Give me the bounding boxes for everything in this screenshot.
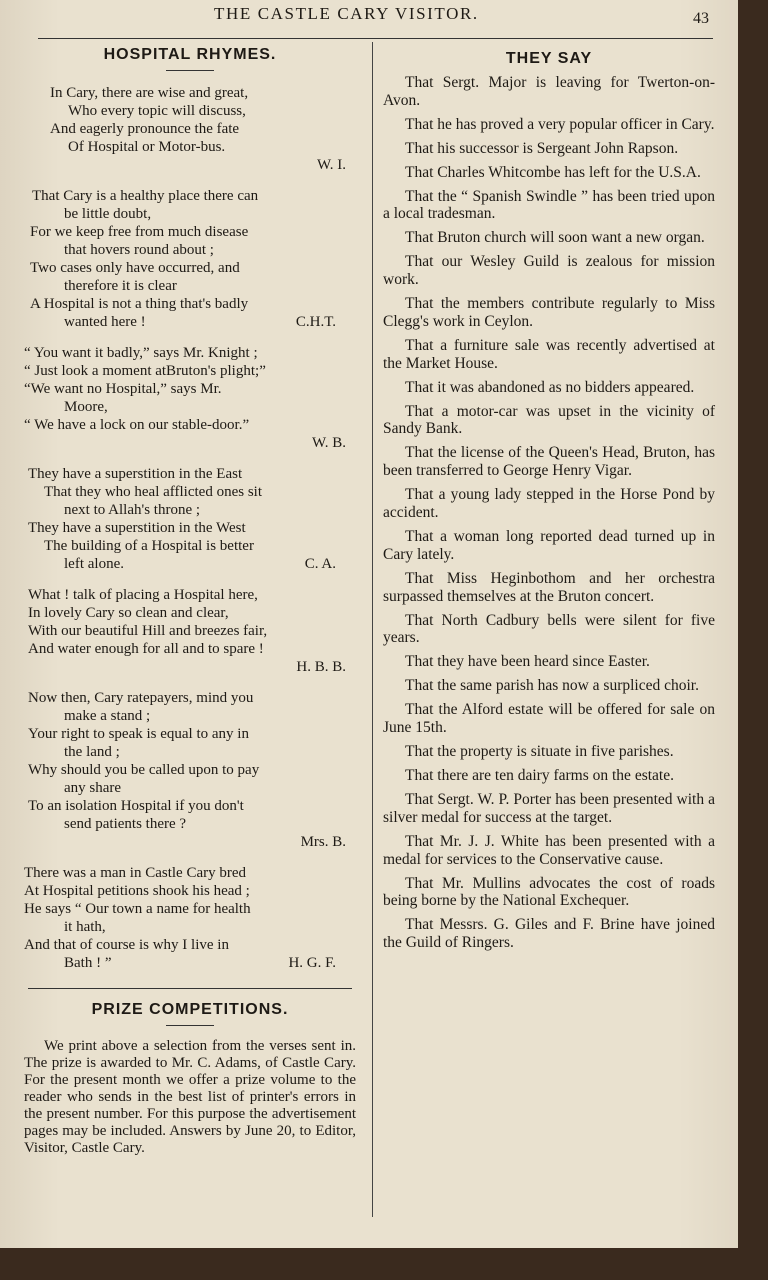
they-say-list (383, 74, 715, 952)
verse-line: And eagerly pronounce the fate (50, 121, 240, 137)
verse-signature: W. I. (316, 157, 346, 173)
verse-signature: C. A. (304, 556, 336, 572)
they-say-item: That a woman long reported dead turned up in Cary lately. (383, 527, 715, 563)
verse-line: For we keep free from much disease (30, 224, 249, 240)
verse-last-line (24, 555, 356, 573)
hospital-rhymes-title: HOSPITAL RHYMES. (103, 46, 277, 63)
they-say-item: That North Cadbury bells were silent for five years. (383, 611, 715, 647)
prize-paragraph: We print above a selection from the verses sent in. The prize is awarded to Mr. C. Adams, of Castle Cary. For the present month we offer a prize volume to the reader who sends in the best list of printer's errors in the present number. For this purpose the advertisement pages may be included. Answers by June 20, to Editor, Visitor, Castle Cary. (24, 1038, 356, 1156)
verse-signature: Mrs. B. (300, 834, 346, 850)
verse-line: Two cases only have occurred, and (30, 260, 240, 276)
verse-line: Your right to speak is equal to any in (28, 726, 249, 742)
verse-line: Bath ! ” (64, 955, 112, 971)
left-column (24, 46, 356, 1172)
verse-line: They have a superstition in the West (28, 520, 246, 536)
verse-line: the land ; (64, 744, 120, 760)
verse-line: What ! talk of placing a Hospital here, (28, 587, 258, 603)
prize-competitions-title: PRIZE COMPETITIONS. (91, 1001, 289, 1018)
verse-line: A Hospital is not a thing that's badly (30, 296, 249, 312)
verse-line: wanted here ! (64, 314, 146, 330)
section-rule (28, 988, 352, 989)
column-divider (372, 42, 373, 1217)
verse-line: That they who heal afflicted ones sit (44, 484, 262, 500)
verse (24, 689, 356, 851)
they-say-item: That the property is situate in five parishes. (405, 743, 674, 761)
title-rule (166, 70, 214, 71)
page-header (0, 2, 738, 28)
right-column (383, 50, 715, 958)
verse (24, 84, 356, 174)
they-say-item: That the Alford estate will be offered for sale on June 15th. (383, 701, 715, 737)
verse-line: Who every topic will discuss, (68, 103, 246, 119)
verse-line: To an isolation Hospital if you don't (28, 798, 244, 814)
verse-line: “ You want it badly,” says Mr. Knight ; (24, 345, 258, 361)
masthead: THE CASTLE CARY VISITOR. (214, 4, 479, 23)
they-say-item: That Mr. Mullins advocates the cost of roads being borne by the National Exchequer. (383, 874, 715, 910)
verse-line: it hath, (64, 919, 106, 935)
verse-line: Why should you be called upon to pay (28, 762, 260, 778)
verse-signature: H. G. F. (288, 955, 336, 971)
they-say-item: That he has proved a very popular officer in Cary. (405, 115, 715, 133)
verse-line: There was a man in Castle Cary bred (24, 865, 247, 881)
verse-line: be little doubt, (64, 206, 152, 222)
verse (24, 586, 356, 676)
they-say-item: That a young lady stepped in the Horse Pond by accident. (383, 486, 715, 521)
header-rule (38, 38, 713, 39)
verse-signature: C.H.T. (295, 314, 336, 330)
verse-line: that hovers round about ; (64, 242, 214, 258)
verse-last-line (24, 313, 356, 331)
verses (24, 84, 356, 972)
they-say-item: That Miss Heginbothom and her orchestra surpassed themselves at the Bruton concert. (383, 569, 715, 605)
verse-line: “ Just look a moment atBruton's plight;” (24, 363, 266, 379)
they-say-item: That there are ten dairy farms on the estate. (405, 767, 674, 785)
verse-line: therefore it is clear (64, 278, 177, 294)
verse-line: In lovely Cary so clean and clear, (28, 605, 229, 621)
verse-line: Moore, (64, 399, 108, 415)
they-say-item: That a motor-car was upset in the vicinity of Sandy Bank. (383, 402, 715, 438)
verse-line: “ We have a lock on our stable-door.” (24, 417, 250, 433)
verse-signature: W. B. (311, 435, 346, 451)
verse-line: next to Allah's throne ; (64, 502, 201, 518)
verse-line: And that of course is why I live in (24, 937, 229, 953)
verse-line: Of Hospital or Motor-bus. (68, 139, 226, 155)
verse-last-line (24, 954, 356, 972)
verse (24, 465, 356, 573)
verse-line: Now then, Cary ratepayers, mind you (28, 690, 254, 706)
verse-line: At Hospital petitions shook his head ; (24, 883, 250, 899)
verse-line: send patients there ? (64, 816, 187, 832)
they-say-item: That our Wesley Guild is zealous for mission work. (383, 253, 715, 289)
verse-line: They have a superstition in the East (28, 466, 243, 482)
they-say-item: That a furniture sale was recently advertised at the Market House. (383, 336, 715, 372)
verse-line: any share (64, 780, 122, 796)
they-say-item: That Sergt. W. P. Porter has been presented with a silver medal for success at the target. (383, 791, 715, 826)
they-say-item: That the license of the Queen's Head, Bruton, has been transferred to George Henry Vigar. (383, 444, 715, 480)
they-say-item: That it was abandoned as no bidders appeared. (405, 378, 695, 396)
they-say-item: That the members contribute regularly to Miss Clegg's work in Ceylon. (383, 295, 715, 330)
verse-signature: H. B. B. (296, 659, 346, 675)
verse-line: In Cary, there are wise and great, (50, 85, 249, 101)
verse (24, 344, 356, 452)
verse (24, 187, 356, 331)
they-say-item: That the “ Spanish Swindle ” has been tried upon a local tradesman. (383, 187, 715, 223)
they-say-item: That Sergt. Major is leaving for Twerton-on-Avon. (383, 73, 715, 109)
page-number: 43 (693, 10, 709, 27)
verse-line: And water enough for all and to spare ! (28, 641, 264, 657)
verse-line: left alone. (64, 556, 124, 572)
title-rule (166, 1025, 214, 1026)
they-say-item: That Mr. J. J. White has been presented with a medal for services to the Conservative cause. (383, 832, 715, 868)
verse-line: With our beautiful Hill and breezes fair, (28, 623, 268, 639)
verse-line: make a stand ; (64, 708, 151, 724)
verse-line: He says “ Our town a name for health (24, 901, 251, 917)
they-say-title: THEY SAY (505, 50, 593, 67)
verse-line: The building of a Hospital is better (44, 538, 254, 554)
they-say-item: That the same parish has now a surpliced choir. (405, 677, 699, 695)
verse-line: “We want no Hospital,” says Mr. (24, 381, 222, 397)
they-say-item: That Messrs. G. Giles and F. Brine have joined the Guild of Ringers. (383, 916, 715, 952)
they-say-item: That Charles Whitcombe has left for the U.S.A. (405, 163, 701, 181)
they-say-item: That they have been heard since Easter. (405, 653, 650, 671)
they-say-item: That Bruton church will soon want a new organ. (405, 229, 705, 247)
verse-line: That Cary is a healthy place there can (32, 188, 259, 204)
they-say-item: That his successor is Sergeant John Rapson. (405, 139, 679, 157)
verse (24, 864, 356, 972)
